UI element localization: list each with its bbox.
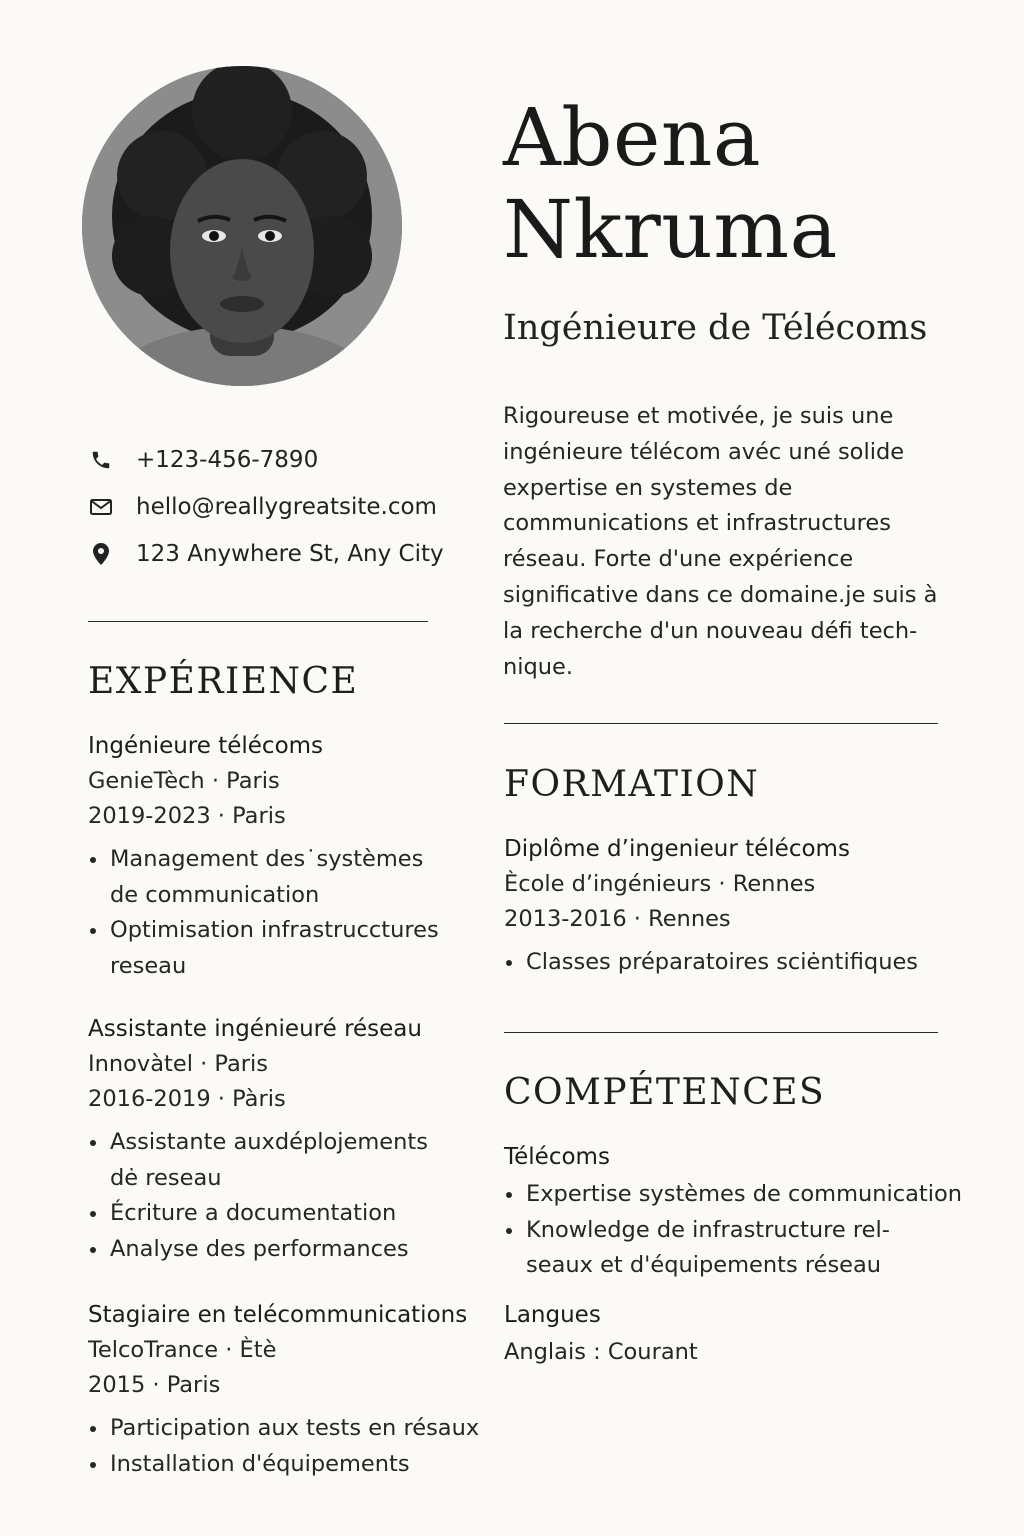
list-item: Analyse des performances: [88, 1232, 448, 1268]
portrait-illustration: [82, 66, 402, 386]
competences-heading: COMPÉTENCES: [504, 1072, 826, 1113]
experience-company: Innovàtel · Paris: [88, 1051, 268, 1077]
formation-bullets: [504, 945, 964, 981]
postal-address: 123 Anywhere St, Any City: [136, 540, 444, 567]
competences-telecoms: [504, 1140, 974, 1284]
competences-langues: [504, 1298, 964, 1370]
formation-heading: FORMATION: [504, 764, 760, 805]
formation-dates: 2013-2016 · Rennes: [504, 906, 731, 932]
experience-role: Assistante ingénieuré réseau: [88, 1016, 422, 1042]
job-title: Ingénieure de Télécoms: [503, 308, 928, 348]
contact-email: [88, 483, 468, 530]
first-name: Abena: [503, 91, 762, 184]
formation-school: Ècole d’ingénieurs · Rennes: [504, 871, 816, 897]
mail-icon: [88, 494, 114, 520]
experience-bullets: [88, 842, 448, 984]
experience-bullets: [88, 1411, 498, 1482]
experience-entry-1: [88, 729, 488, 984]
formation-entry: [504, 832, 964, 981]
phone-icon: [88, 447, 114, 473]
divider-right-2: [504, 1032, 938, 1033]
contact-phone: [88, 436, 468, 483]
list-item: Expertise systèmes de communication: [504, 1177, 924, 1213]
formation-degree: Diplôme d’ingenieur télécoms: [504, 836, 850, 862]
language-level: Anglais : Courant: [504, 1339, 698, 1365]
skill-group-label: Télécoms: [504, 1144, 610, 1170]
experience-dates: 2019-2023 · Paris: [88, 803, 286, 829]
profile-summary: Rigoureuse et motivée, je suis une ingénieure télécom avéc uné solide expertise en systemes de communications et infrastructures réseau. Forte d'une expérience significative dans ce domaine.je suis à la recherche d'un nouveau défi tech-nique.: [503, 403, 938, 680]
list-item: Assistante auxdéplojements dė reseau: [88, 1125, 448, 1196]
experience-heading: EXPÉRIENCE: [88, 661, 359, 702]
contact-list: [88, 436, 468, 577]
contact-address: [88, 530, 468, 577]
skill-bullets: [504, 1177, 963, 1284]
candidate-name: [503, 92, 1003, 276]
list-item: Écriture a documentation: [88, 1196, 448, 1232]
experience-role: Ingénieure télécoms: [88, 733, 324, 759]
experience-entry-2: [88, 1012, 488, 1267]
profile-photo: [82, 66, 402, 386]
location-pin-icon: [88, 541, 114, 567]
list-item: Classes préparatoires sciėntifiques: [504, 945, 964, 981]
last-name: Nkruma: [503, 183, 838, 276]
experience-role: Stagiaire en telécommunications: [88, 1302, 468, 1328]
email-address: hello@reallygreatsite.com: [136, 493, 437, 520]
experience-entry-3: [88, 1298, 498, 1482]
experience-company: GenieTèch · Paris: [88, 768, 280, 794]
list-item: Optimisation infrastrucctures reseau: [88, 913, 448, 984]
divider-left: [88, 621, 428, 622]
divider-right-1: [504, 723, 938, 724]
experience-bullets: [88, 1125, 448, 1267]
experience-dates: 2015 · Paris: [88, 1372, 221, 1398]
list-item: Participation aux tests en résaux: [88, 1411, 498, 1447]
list-item: Knowledge de infrastructure rel-seaux et d'équipements réseau: [504, 1213, 924, 1284]
phone-number: +123-456-7890: [136, 446, 319, 473]
skill-group-label: Langues: [504, 1302, 601, 1328]
experience-company: TelcoTrance · Ètè: [88, 1337, 277, 1363]
list-item: Installation d'équipements: [88, 1447, 498, 1483]
experience-dates: 2016-2019 · Pàris: [88, 1086, 286, 1112]
list-item: Management des˙systèmes de communication: [88, 842, 448, 913]
